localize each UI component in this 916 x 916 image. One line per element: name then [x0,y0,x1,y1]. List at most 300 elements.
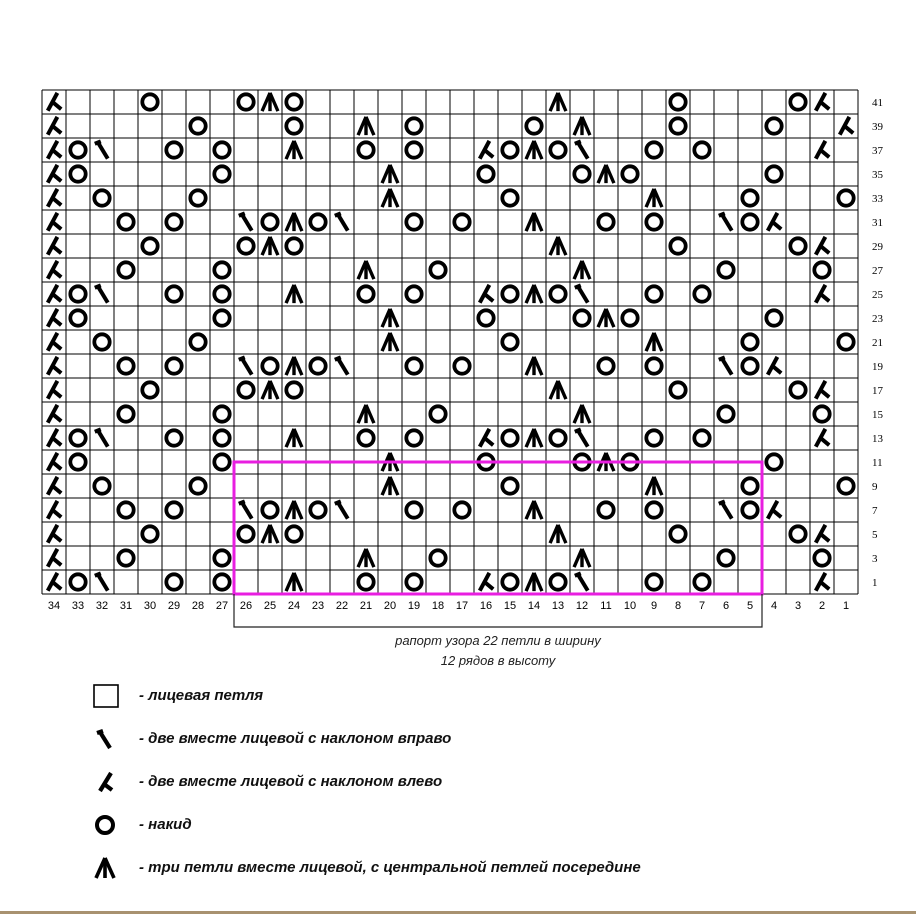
yarn-over-icon [598,214,613,229]
k2tog-left-icon [480,141,493,159]
k2tog-right-icon [239,213,252,230]
yarn-over-icon [790,526,805,541]
k2tog-right-icon [239,357,252,374]
yarn-over-icon [814,262,829,277]
row-label: 33 [872,193,883,205]
yarn-over-icon [430,406,445,421]
yarn-over-icon [454,358,469,373]
k3tog-central-icon [286,357,302,375]
yarn-over-icon [550,286,565,301]
column-label: 19 [407,600,421,612]
yarn-over-icon [622,166,637,181]
k3tog-central-icon [358,261,374,279]
yarn-over-icon [166,286,181,301]
yarn-over-icon [718,406,733,421]
yarn-over-icon [742,334,757,349]
yarn-over-icon [166,430,181,445]
k2tog-left-icon [48,165,61,183]
k2tog-left-icon [816,285,829,303]
yarn-over-icon [142,382,157,397]
yarn-over-icon [286,118,301,133]
row-label: 9 [872,481,878,493]
yarn-over-icon [718,262,733,277]
row-label: 5 [872,529,878,541]
row-label: 17 [872,385,883,397]
yarn-over-icon [670,382,685,397]
chart-symbols [48,93,854,591]
yarn-over-icon [406,358,421,373]
yarn-over-icon [406,430,421,445]
row-label: 11 [872,457,883,469]
column-label: 20 [383,600,397,612]
k2tog-left-icon [816,429,829,447]
k3tog-central-icon [598,165,614,183]
row-label: 7 [872,505,878,517]
column-label: 4 [770,600,778,612]
yarn-over-icon [190,190,205,205]
column-label: 33 [71,600,85,612]
yarn-over-icon [406,286,421,301]
k2tog-right-icon [719,213,732,230]
k2tog-left-icon [768,357,781,375]
yarn-over-icon [214,262,229,277]
yarn-over-icon [742,502,757,517]
row-label: 19 [872,361,883,373]
yarn-over-icon [118,406,133,421]
yarn-over-icon [598,358,613,373]
yarn-over-icon [838,334,853,349]
yarn-over-icon [790,238,805,253]
column-label: 34 [47,600,61,612]
yarn-over-icon [814,406,829,421]
k2tog-left-icon [480,285,493,303]
k3tog-central-icon [526,141,542,159]
column-label: 22 [335,600,349,612]
yarn-over-icon [670,526,685,541]
yarn-over-icon [502,478,517,493]
column-labels [48,600,849,612]
k3tog-central-icon [382,309,398,327]
yarn-over-icon [478,166,493,181]
yarn-over-icon [310,214,325,229]
row-label: 39 [872,121,883,133]
yarn-over-icon [286,526,301,541]
yarn-over-icon [646,574,661,589]
yarn-over-icon [262,502,277,517]
row-label: 3 [872,553,878,565]
k3tog-central-icon [574,117,590,135]
yarn-over-icon [838,190,853,205]
yarn-over-icon [166,574,181,589]
yarn-over-icon [646,142,661,157]
row-label: 29 [872,241,883,253]
yarn-over-icon [286,94,301,109]
k2tog-left-icon [48,549,61,567]
k3tog-central-icon [550,237,566,255]
yarn-over-icon [238,382,253,397]
legend-label: - накид [139,816,192,833]
yarn-over-icon [646,430,661,445]
yarn-over-icon [166,214,181,229]
k2tog-left-icon [816,237,829,255]
k2tog-left-icon [816,141,829,159]
row-label: 41 [872,97,883,109]
k2tog-left-icon [48,333,61,351]
k2tog-right-icon [335,501,348,518]
legend-label: - две вместе лицевой с наклоном вправо [139,730,452,747]
column-label: 30 [143,600,157,612]
yarn-over-icon [238,238,253,253]
yarn-over-icon [214,454,229,469]
yarn-over-icon [502,286,517,301]
yarn-over-icon [94,334,109,349]
k2tog-left-icon [48,141,61,159]
k3tog-central-icon [526,429,542,447]
yarn-over-icon [574,166,589,181]
yarn-over-icon [262,214,277,229]
yarn-over-icon [214,430,229,445]
k3tog-central-icon [286,573,302,591]
k2tog-left-icon [816,381,829,399]
yarn-over-icon [790,382,805,397]
yarn-over-icon [742,358,757,373]
k2tog-left-icon [48,501,61,519]
k3tog-central-icon [382,165,398,183]
column-label: 26 [239,600,253,612]
yarn-over-icon [766,118,781,133]
yarn-over-icon [118,550,133,565]
k2tog-left-icon [840,117,853,135]
k3tog-central-icon [286,285,302,303]
k3tog-central-icon [526,213,542,231]
column-label: 7 [698,600,706,612]
k3tog-central-icon [526,573,542,591]
column-label: 25 [263,600,277,612]
k3tog-central-icon [574,261,590,279]
column-label: 5 [746,600,754,612]
yarn-over-icon [838,478,853,493]
k3tog-central-icon [92,855,120,881]
knit-square-icon [92,683,120,709]
k2tog-right-icon [575,285,588,302]
yarn-over-icon [742,478,757,493]
yarn-over-icon [502,190,517,205]
chart-grid [42,90,858,594]
yarn-over-icon [142,526,157,541]
yarn-over-icon [118,262,133,277]
row-labels [872,97,884,589]
yarn-over-icon [94,190,109,205]
row-label: 25 [872,289,883,301]
yarn-over-icon [142,238,157,253]
column-label: 29 [167,600,181,612]
yarn-over-icon [766,166,781,181]
k3tog-central-icon [262,237,278,255]
column-label: 17 [455,600,469,612]
k2tog-left-icon [768,501,781,519]
yarn-over-icon [550,574,565,589]
k2tog-right-icon [719,357,732,374]
yarn-over-icon [92,812,120,838]
k3tog-central-icon [358,117,374,135]
yarn-over-icon [454,214,469,229]
k2tog-right-icon [95,573,108,590]
k2tog-right-icon [95,285,108,302]
k3tog-central-icon [574,405,590,423]
k3tog-central-icon [358,405,374,423]
k2tog-left-icon [768,213,781,231]
yarn-over-icon [358,430,373,445]
yarn-over-icon [190,334,205,349]
k2tog-left-icon [48,525,61,543]
k3tog-central-icon [550,93,566,111]
k3tog-central-icon [550,381,566,399]
k3tog-central-icon [526,357,542,375]
k2tog-right-icon [239,501,252,518]
row-label: 23 [872,313,883,325]
column-label: 16 [479,600,493,612]
row-label: 31 [872,217,883,229]
yarn-over-icon [670,238,685,253]
yarn-over-icon [70,166,85,181]
yarn-over-icon [70,430,85,445]
k3tog-central-icon [358,549,374,567]
column-label: 11 [600,600,612,612]
column-label: 28 [191,600,205,612]
k2tog-left-icon [48,237,61,255]
yarn-over-icon [358,574,373,589]
yarn-over-icon [502,334,517,349]
yarn-over-icon [214,286,229,301]
yarn-over-icon [190,118,205,133]
k2tog-left-icon [48,477,61,495]
k3tog-central-icon [526,501,542,519]
k3tog-central-icon [550,525,566,543]
yarn-over-icon [214,574,229,589]
row-label: 15 [872,409,883,421]
yarn-over-icon [70,574,85,589]
yarn-over-icon [598,502,613,517]
yarn-over-icon [310,358,325,373]
column-label: 14 [527,600,541,612]
yarn-over-icon [358,142,373,157]
k3tog-central-icon [646,189,662,207]
yarn-over-icon [502,142,517,157]
yarn-over-icon [262,358,277,373]
column-label: 21 [359,600,373,612]
yarn-over-icon [550,142,565,157]
yarn-over-icon [694,142,709,157]
k3tog-central-icon [286,429,302,447]
k3tog-central-icon [382,477,398,495]
yarn-over-icon [286,382,301,397]
legend-label: - три петли вместе лицевой, с центральной петлей посередине [139,859,641,876]
yarn-over-icon [118,502,133,517]
column-label: 13 [551,600,565,612]
column-label: 6 [722,600,730,612]
yarn-over-icon [622,310,637,325]
yarn-over-icon [766,310,781,325]
yarn-over-icon [406,502,421,517]
k3tog-central-icon [382,333,398,351]
yarn-over-icon [790,94,805,109]
k2tog-left-icon [48,117,61,135]
yarn-over-icon [142,94,157,109]
yarn-over-icon [742,214,757,229]
yarn-over-icon [70,454,85,469]
k2tog-right-icon [335,357,348,374]
yarn-over-icon [406,118,421,133]
yarn-over-icon [694,286,709,301]
column-label: 3 [794,600,802,612]
yarn-over-icon [574,310,589,325]
yarn-over-icon [406,142,421,157]
yarn-over-icon [478,310,493,325]
k2tog-right-icon [95,429,108,446]
k3tog-central-icon [646,333,662,351]
yarn-over-icon [646,502,661,517]
yarn-over-icon [238,526,253,541]
yarn-over-icon [694,574,709,589]
k2tog-left-icon [48,309,61,327]
yarn-over-icon [646,286,661,301]
row-label: 27 [872,265,883,277]
column-label: 23 [311,600,325,612]
repeat-caption-line-2: 12 рядов в высоту [440,653,556,668]
k2tog-left-icon [48,261,61,279]
row-label: 35 [872,169,883,181]
k3tog-central-icon [262,93,278,111]
yarn-over-icon [646,358,661,373]
row-label: 13 [872,433,883,445]
yarn-over-icon [310,502,325,517]
k2tog-right-icon [335,213,348,230]
k3tog-central-icon [382,189,398,207]
k2tog-right-icon [575,141,588,158]
k2tog-left-icon [816,573,829,591]
k2tog-left-icon [48,93,61,111]
yarn-over-icon [646,214,661,229]
yarn-over-icon [166,358,181,373]
k2tog-left-icon [480,573,493,591]
yarn-over-icon [118,214,133,229]
yarn-over-icon [70,310,85,325]
k3tog-central-icon [646,477,662,495]
yarn-over-icon [214,406,229,421]
column-label: 10 [623,600,637,612]
row-label: 1 [872,577,878,589]
column-label: 1 [842,600,850,612]
k2tog-right-icon [719,501,732,518]
column-label: 18 [431,600,445,612]
yarn-over-icon [238,94,253,109]
yarn-over-icon [430,262,445,277]
column-label: 9 [650,600,658,612]
k3tog-central-icon [574,549,590,567]
yarn-over-icon [502,574,517,589]
yarn-over-icon [406,214,421,229]
yarn-over-icon [214,310,229,325]
yarn-over-icon [286,238,301,253]
k2tog-left-icon [92,769,120,795]
yarn-over-icon [814,550,829,565]
yarn-over-icon [550,430,565,445]
yarn-over-icon [742,190,757,205]
bottom-rule [0,911,916,914]
k3tog-central-icon [286,141,302,159]
row-label: 37 [872,145,883,157]
yarn-over-icon [214,142,229,157]
yarn-over-icon [94,478,109,493]
yarn-over-icon [766,454,781,469]
k2tog-left-icon [48,453,61,471]
row-label: 21 [872,337,883,349]
k2tog-right-icon [575,429,588,446]
yarn-over-icon [670,94,685,109]
k3tog-central-icon [526,285,542,303]
k2tog-right-icon [95,141,108,158]
k2tog-left-icon [480,429,493,447]
column-label: 32 [95,600,109,612]
yarn-over-icon [670,118,685,133]
k2tog-left-icon [48,357,61,375]
column-label: 12 [575,600,589,612]
yarn-over-icon [70,286,85,301]
yarn-over-icon [430,550,445,565]
yarn-over-icon [70,142,85,157]
yarn-over-icon [358,286,373,301]
k2tog-left-icon [48,405,61,423]
yarn-over-icon [454,502,469,517]
yarn-over-icon [166,142,181,157]
k2tog-left-icon [48,189,61,207]
column-label: 2 [818,600,826,612]
k2tog-left-icon [48,573,61,591]
yarn-over-icon [118,358,133,373]
column-label: 24 [287,600,301,612]
yarn-over-icon [190,478,205,493]
column-label: 27 [215,600,229,612]
k3tog-central-icon [262,381,278,399]
k2tog-left-icon [48,285,61,303]
k2tog-left-icon [48,213,61,231]
column-label: 8 [674,600,682,612]
k3tog-central-icon [598,309,614,327]
legend-label: - лицевая петля [139,687,264,704]
k2tog-left-icon [816,525,829,543]
column-label: 15 [503,600,517,612]
k3tog-central-icon [286,213,302,231]
yarn-over-icon [718,550,733,565]
yarn-over-icon [214,166,229,181]
yarn-over-icon [526,118,541,133]
k3tog-central-icon [286,501,302,519]
legend-label: - две вместе лицевой с наклоном влево [139,773,443,790]
yarn-over-icon [694,430,709,445]
yarn-over-icon [406,574,421,589]
yarn-over-icon [502,430,517,445]
k2tog-right-icon [92,726,120,752]
repeat-caption-line-1: рапорт узора 22 петли в ширину [395,633,601,648]
k3tog-central-icon [262,525,278,543]
k2tog-left-icon [48,381,61,399]
yarn-over-icon [214,550,229,565]
yarn-over-icon [166,502,181,517]
k2tog-right-icon [575,573,588,590]
k2tog-left-icon [816,93,829,111]
column-label: 31 [119,600,133,612]
k2tog-left-icon [48,429,61,447]
